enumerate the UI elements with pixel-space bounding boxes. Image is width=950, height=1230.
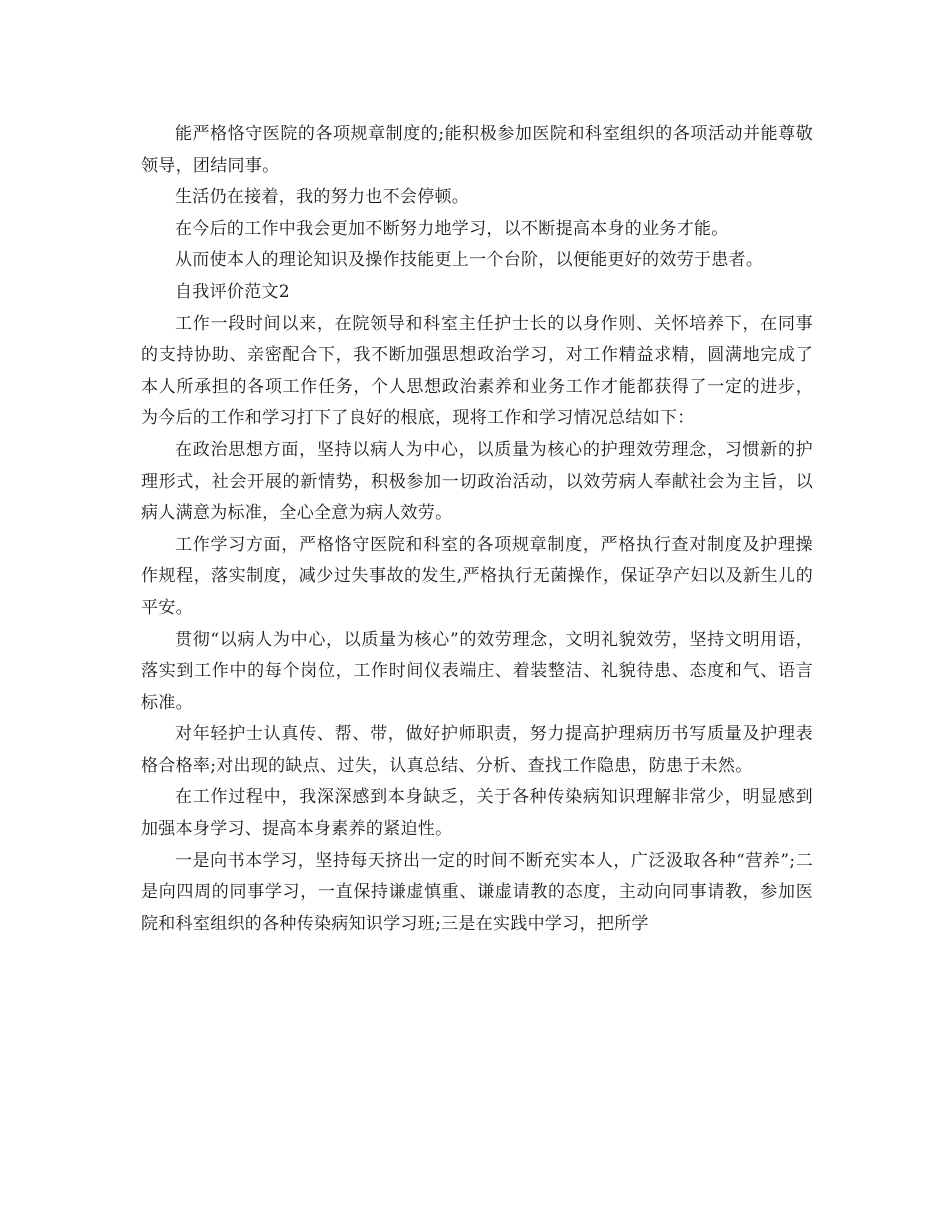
paragraph: 在今后的工作中我会更加不断努力地学习，以不断提高本身的业务才能。 [175,218,729,239]
paragraph: 对年轻护士认真传、帮、带，做好护师职责，努力提高护理病历书写质量及护理表格合格率;对出现的缺点、过失，认真总结、分析、查找工作隐患，防患于未然。 [141,724,813,776]
paragraph: 能严格恪守医院的各项规章制度的;能积极参加医院和科室组织的各项活动并能尊敬领导，团结同事。 [141,124,813,176]
document-body [141,119,813,940]
paragraph: 贯彻“以病人为中心，以质量为核心”的效劳理念，文明礼貌效劳，坚持文明用语，落实到工作中的每个岗位，工作时间仪表端庄、着装整洁、礼貌待患、态度和气、语言标准。 [141,629,813,713]
paragraph: 在工作过程中，我深深感到本身缺乏，关于各种传染病知识理解非常少，明显感到加强本身学习、提高本身素养的紧迫性。 [141,787,813,840]
paragraph: 生活仍在接着，我的努力也不会停顿。 [175,187,470,208]
paragraph: 工作一段时间以来，在院领导和科室主任护士长的以身作则、关怀培养下，在同事的支持协助、亲密配合下，我不断加强思想政治学习，对工作精益求精，圆满地完成了本人所承担的各项工作任务，个人思想政治素养和业务工作才能都获得了一定的进步，为今后的工作和学习打下了良好的根底，现将工作和学习情况总结如下： [141,313,813,429]
paragraph: 工作学习方面，严格恪守医院和科室的各项规章制度，严格执行查对制度及护理操作规程，落实制度，减少过失事故的发生,严格执行无菌操作，保证孕产妇以及新生儿的平安。 [141,534,813,618]
paragraph: 从而使本人的理论知识及操作技能更上一个台阶，以便能更好的效劳于患者。 [175,250,764,271]
section-heading: 自我评价范文2 [175,281,290,302]
paragraph: 一是向书本学习，坚持每天挤出一定的时间不断充实本人，广泛汲取各种“营养”;二是向四周的同事学习，一直保持谦虚慎重、谦虚请教的态度，主动向同事请教，参加医院和科室组织的各种传染病知识学习班;三是在实践中学习，把所学 [141,850,813,934]
paragraph: 在政治思想方面，坚持以病人为中心，以质量为核心的护理效劳理念，习惯新的护理形式，社会开展的新情势，积极参加一切政治活动，以效劳病人奉献社会为主旨，以病人满意为标准，全心全意为病人效劳。 [141,439,813,524]
